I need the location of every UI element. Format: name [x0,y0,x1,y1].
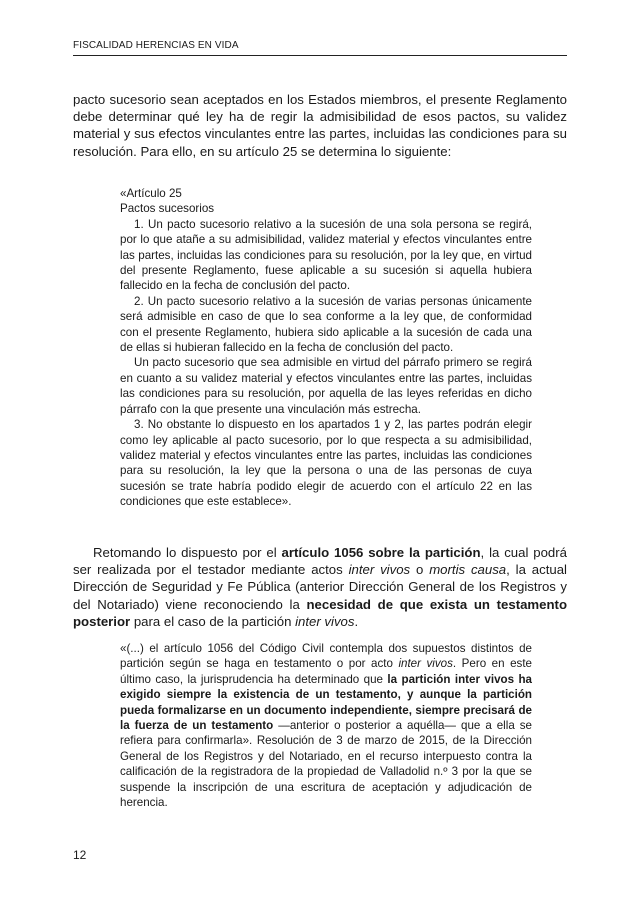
quote-resolucion [120,641,532,810]
text-run: . [354,613,359,629]
quote-heading: «Artículo 25 [120,187,182,200]
bold-run: artículo 1056 sobre la partición [281,545,481,560]
italic-run: inter vivos [348,562,411,578]
text-run: «(...) el artículo 1056 del Código Civil contempla dos supuestos distintos de partición según se haga en testamento o por acto [120,642,532,671]
text-run: Retomando lo dispuesto por el [93,545,282,560]
quote-item-2b: Un pacto sucesorio que sea admisible en virtud del párrafo primero se regirá en cuanto a su validez material y efectos vinculantes entre las partes, incluidas las condiciones para su resolución, por aquella de las leyes referidas en dicho párrafo con la que presente una vinculación más estrecha. [120,356,532,416]
text-run: para el caso de la partición [130,613,296,629]
body-paragraph-1: pacto sucesorio sean aceptados en los Estados miembros, el presente Reglamento debe determinar qué ley ha de regir la admisibilidad de esos pactos, su validez material y sus efectos vinculantes entre las partes, incluidas las condiciones para su resolución. Para ello, en su artículo 25 se determina lo siguiente: [73,92,567,159]
quote-item-2: 2. Un pacto sucesorio relativo a la sucesión de varias personas únicamente será admisible en caso de que lo sea conforme a la ley que, de conformidad con el presente Reglamento, hubiera sido aplicable a la sucesión de cada una de ellas si hubieran fallecido en la fecha de conclusión del pacto. [120,294,532,355]
quote-subheading: Pactos sucesorios [120,202,215,216]
bold-run: la partición inter vivos ha exigido siempre la existencia de un testamento, y aunque la partición pueda formalizarse en un documento independiente, siempre precisará de la fuerza de un testamento [120,672,532,733]
quote-item-1: 1. Un pacto sucesorio relativo a la sucesión de una sola persona se regirá, por lo que atañe a su admisibilidad, validez material y efectos vinculantes entre las partes, incluidas las condiciones para su resolución, por la ley que, en virtud del presente Reglamento, fuese aplicable a su sucesión si aquella hubiera fallecido en la fecha de conclusión del pacto. [120,217,532,293]
header-rule [73,55,567,56]
quote-item-3: 3. No obstante lo dispuesto en los apartados 1 y 2, las partes podrán elegir como ley aplicable al pacto sucesorio, por lo que respecta a su admisibilidad, validez material y efectos vinculantes entre las partes, incluidas las condiciones para su resolución, la ley que la persona o una de las personas de cuya sucesión se trate habría podido elegir de acuerdo con el artículo 22 en las condiciones que este establece». [120,418,532,509]
bold-run: necesidad de que exista un testamento posterior [73,596,567,629]
body-paragraph-2 [73,544,567,630]
italic-run: mortis causa [429,562,507,578]
italic-run: inter vivos [398,657,453,671]
quote-article-25 [120,186,532,510]
italic-run: inter vivos [295,613,355,629]
quote-resolucion-text [120,641,532,810]
running-header: FISCALIDAD HERENCIAS EN VIDA [73,40,239,51]
text-run: , la cual podrá ser realizada por el testador mediante actos [73,545,567,578]
text-run: . Pero en este último caso, la jurisprudencia ha determinado que [120,657,532,686]
text-run: —anterior o posterior a aquélla— que a ella se refiera para confirmarla». Resolución de 3 de marzo de 2015, de la Dirección General de los Registros y del Notariado, en el recurso interpuesto contra la calificación de la registradora de la propiedad de Valladolid n.º 3 por la que se suspende la inscripción de una escritura de aceptación y adjudicación de herencia. [120,719,533,810]
page-number: 12 [73,848,87,862]
text-run: , la actual Dirección de Seguridad y Fe Pública (anterior Dirección General de los Registros y del Notariado) viene reconociendo la [73,562,567,612]
text-run: o [410,562,430,578]
